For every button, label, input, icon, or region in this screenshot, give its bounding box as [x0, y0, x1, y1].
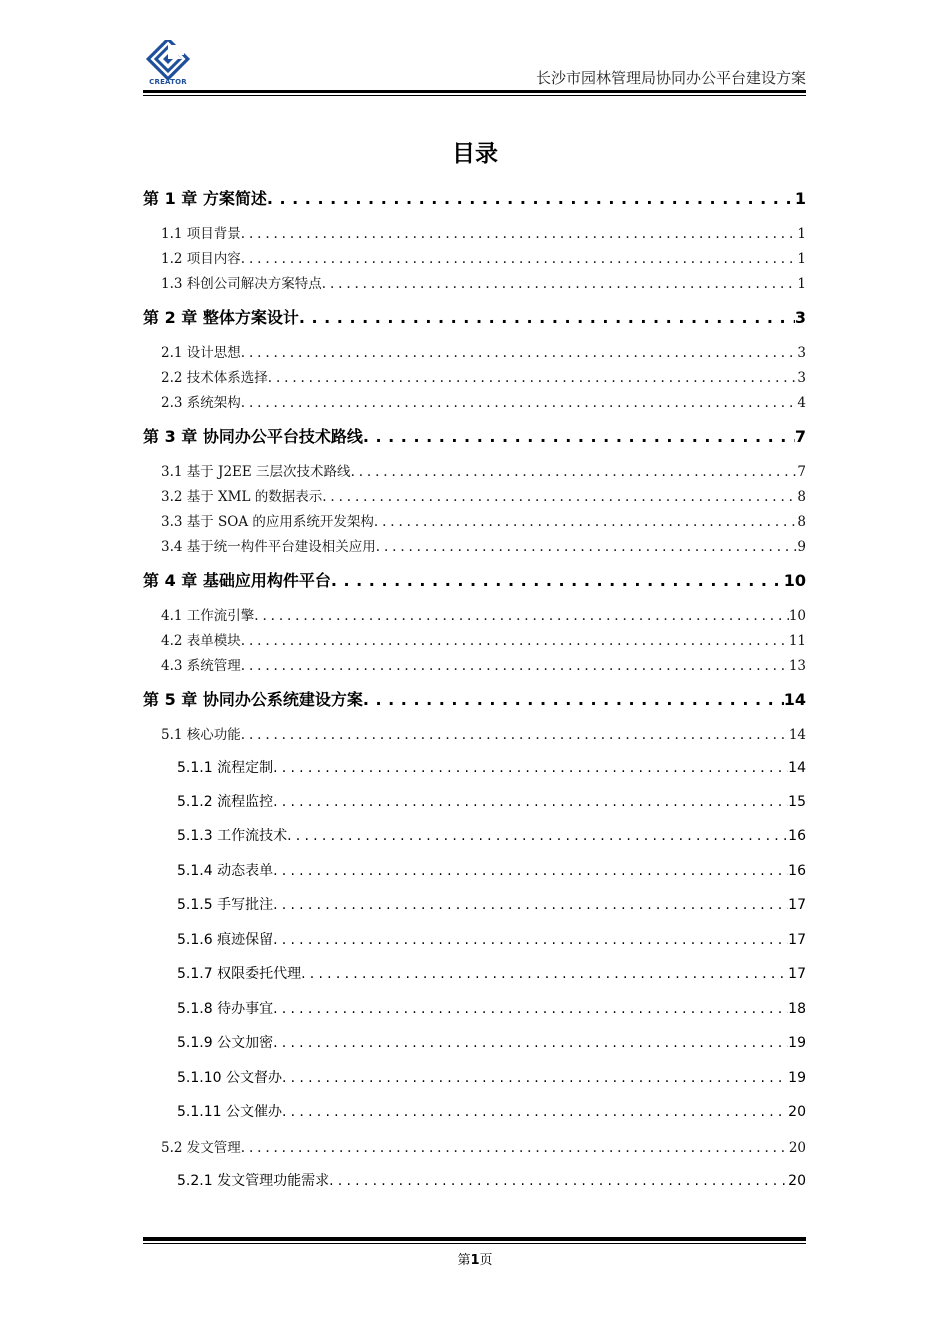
leader-dots	[241, 1140, 789, 1156]
subsection-label: 5.1.2 流程监控	[177, 794, 274, 810]
leader-dots	[241, 345, 798, 361]
toc-chapter-3[interactable]	[143, 424, 806, 446]
subsection-label: 5.1.8 待办事宜	[177, 1001, 274, 1017]
toc-section-2-1[interactable]	[161, 341, 806, 359]
page-footer	[0, 1249, 950, 1268]
leader-dots	[282, 1104, 788, 1120]
page-number: 19	[788, 1035, 806, 1051]
page-number: 14	[783, 690, 806, 709]
leader-dots	[267, 189, 795, 208]
leader-dots	[273, 1001, 788, 1017]
toc-section-1-1[interactable]	[161, 222, 806, 240]
toc-chapter-2[interactable]	[143, 305, 806, 327]
section-label: 2.2 技术体系选择	[161, 370, 268, 386]
toc-subsection-5-1-1[interactable]	[177, 757, 806, 775]
leader-dots	[376, 539, 798, 555]
subsection-label: 5.2.1 发文管理功能需求	[177, 1173, 330, 1189]
leader-dots	[273, 794, 788, 810]
toc-subsection-5-1-8[interactable]	[177, 998, 806, 1016]
page-number: 16	[788, 828, 806, 844]
subsection-label: 5.1.7 权限委托代理	[177, 966, 302, 982]
toc-subsection-5-1-11[interactable]	[177, 1101, 806, 1119]
footer-page-number: 1	[470, 1253, 480, 1268]
toc-subsection-5-1-6[interactable]	[177, 929, 806, 947]
leader-dots	[363, 427, 795, 446]
subsection-label: 5.1.3 工作流技术	[177, 828, 288, 844]
leader-dots	[322, 489, 797, 505]
page-number: 15	[788, 794, 806, 810]
toc-section-5-1[interactable]	[161, 723, 806, 741]
page-number: 3	[794, 308, 806, 327]
page-number: 14	[788, 760, 806, 776]
header-divider-thin	[143, 95, 806, 96]
toc-chapter-4[interactable]	[143, 568, 806, 590]
toc-section-3-3[interactable]	[161, 510, 806, 528]
section-label: 1.1 项目背景	[161, 226, 241, 242]
page-number: 17	[788, 932, 806, 948]
page-number: 9	[797, 539, 806, 555]
toc-section-3-2[interactable]	[161, 485, 806, 503]
leader-dots	[241, 251, 798, 267]
toc-title: 目录	[452, 141, 498, 167]
footer-divider	[143, 1237, 806, 1241]
leader-dots	[299, 308, 795, 327]
leader-dots	[241, 633, 789, 649]
page-number: 11	[788, 633, 806, 649]
leader-dots	[273, 863, 788, 879]
section-label: 4.3 系统管理	[161, 658, 241, 674]
creator-logo	[143, 40, 193, 88]
section-label: 1.3 科创公司解决方案特点	[161, 276, 322, 292]
section-label: 3.1 基于 J2EE 三层次技术路线	[161, 464, 351, 480]
page-number: 10	[783, 571, 806, 590]
toc-subsection-5-1-7[interactable]	[177, 963, 806, 981]
chapter-label: 第 1 章 方案简述	[143, 189, 267, 208]
toc-section-1-2[interactable]	[161, 247, 806, 265]
leader-dots	[273, 897, 788, 913]
page-number: 8	[797, 514, 806, 530]
toc-section-4-3[interactable]	[161, 654, 806, 672]
leader-dots	[273, 760, 788, 776]
page-number: 17	[788, 966, 806, 982]
leader-dots	[351, 464, 798, 480]
page-number: 1	[797, 251, 806, 267]
subsection-label: 5.1.6 痕迹保留	[177, 932, 274, 948]
page-number: 19	[788, 1070, 806, 1086]
section-label: 3.3 基于 SOA 的应用系统开发架构	[161, 514, 374, 530]
footer-suffix: 页	[479, 1253, 493, 1268]
section-label: 4.1 工作流引擎	[161, 608, 255, 624]
chapter-label: 第 2 章 整体方案设计	[143, 308, 299, 327]
page-number: 3	[797, 345, 806, 361]
page-number: 8	[797, 489, 806, 505]
section-label: 3.4 基于统一构件平台建设相关应用	[161, 539, 376, 555]
footer-divider-thin	[143, 1243, 806, 1244]
leader-dots	[241, 727, 789, 743]
logo-text: CREATOR	[149, 78, 187, 86]
page-header	[143, 40, 806, 96]
page-number: 17	[788, 897, 806, 913]
subsection-label: 5.1.1 流程定制	[177, 760, 274, 776]
chapter-label: 第 3 章 协同办公平台技术路线	[143, 427, 363, 446]
section-label: 2.1 设计思想	[161, 345, 241, 361]
toc-subsection-5-1-3[interactable]	[177, 825, 806, 843]
leader-dots	[273, 1035, 788, 1051]
page-number: 1	[797, 276, 806, 292]
leader-dots	[241, 226, 798, 242]
header-divider	[143, 90, 806, 93]
footer-prefix: 第	[457, 1253, 471, 1268]
leader-dots	[254, 608, 789, 624]
section-label: 2.3 系统架构	[161, 395, 241, 411]
leader-dots	[241, 395, 798, 411]
document-title: 长沙市园林管理局协同办公平台建设方案	[535, 69, 806, 87]
leader-dots	[282, 1070, 788, 1086]
toc-chapter-1[interactable]	[143, 186, 806, 208]
subsection-label: 5.1.9 公文加密	[177, 1035, 274, 1051]
leader-dots	[273, 932, 788, 948]
section-label: 5.1 核心功能	[161, 727, 241, 743]
page-number: 20	[788, 1173, 806, 1189]
toc-subsection-5-2-1[interactable]	[177, 1170, 806, 1188]
page-number: 7	[794, 427, 806, 446]
subsection-label: 5.1.10 公文督办	[177, 1070, 282, 1086]
page-number: 13	[788, 658, 806, 674]
page-number: 16	[788, 863, 806, 879]
leader-dots	[301, 966, 788, 982]
toc-section-5-2[interactable]	[161, 1136, 806, 1154]
page-number: 4	[797, 395, 806, 411]
page-number: 20	[788, 1140, 806, 1156]
subsection-label: 5.1.11 公文催办	[177, 1104, 282, 1120]
toc-section-2-3[interactable]	[161, 391, 806, 409]
page-number: 14	[788, 727, 806, 743]
section-label: 4.2 表单模块	[161, 633, 241, 649]
page-number: 3	[797, 370, 806, 386]
toc-section-4-2[interactable]	[161, 629, 806, 647]
leader-dots	[322, 276, 798, 292]
toc-chapter-5[interactable]	[143, 687, 806, 709]
section-label: 5.2 发文管理	[161, 1140, 241, 1156]
leader-dots	[241, 658, 789, 674]
toc-subsection-5-1-4[interactable]	[177, 860, 806, 878]
toc-section-3-1[interactable]	[161, 460, 806, 478]
leader-dots	[374, 514, 797, 530]
leader-dots	[329, 1173, 788, 1189]
toc-section-2-2[interactable]	[161, 366, 806, 384]
toc-subsection-5-1-5[interactable]	[177, 894, 806, 912]
subsection-label: 5.1.4 动态表单	[177, 863, 274, 879]
toc-section-4-1[interactable]	[161, 604, 806, 622]
chapter-label: 第 5 章 协同办公系统建设方案	[143, 690, 363, 709]
section-label: 1.2 项目内容	[161, 251, 241, 267]
leader-dots	[363, 690, 784, 709]
leader-dots	[268, 370, 798, 386]
toc-subsection-5-1-2[interactable]	[177, 791, 806, 809]
page-number: 10	[788, 608, 806, 624]
section-label: 3.2 基于 XML 的数据表示	[161, 489, 323, 505]
subsection-label: 5.1.5 手写批注	[177, 897, 274, 913]
page-number: 20	[788, 1104, 806, 1120]
toc-section-3-4[interactable]	[161, 535, 806, 553]
page-number: 1	[794, 189, 806, 208]
leader-dots	[287, 828, 788, 844]
toc-subsection-5-1-9[interactable]	[177, 1032, 806, 1050]
toc-section-1-3[interactable]	[161, 272, 806, 290]
page-number: 18	[788, 1001, 806, 1017]
chapter-label: 第 4 章 基础应用构件平台	[143, 571, 331, 590]
leader-dots	[331, 571, 784, 590]
page-number: 7	[797, 464, 806, 480]
toc-subsection-5-1-10[interactable]	[177, 1067, 806, 1085]
page-number: 1	[797, 226, 806, 242]
